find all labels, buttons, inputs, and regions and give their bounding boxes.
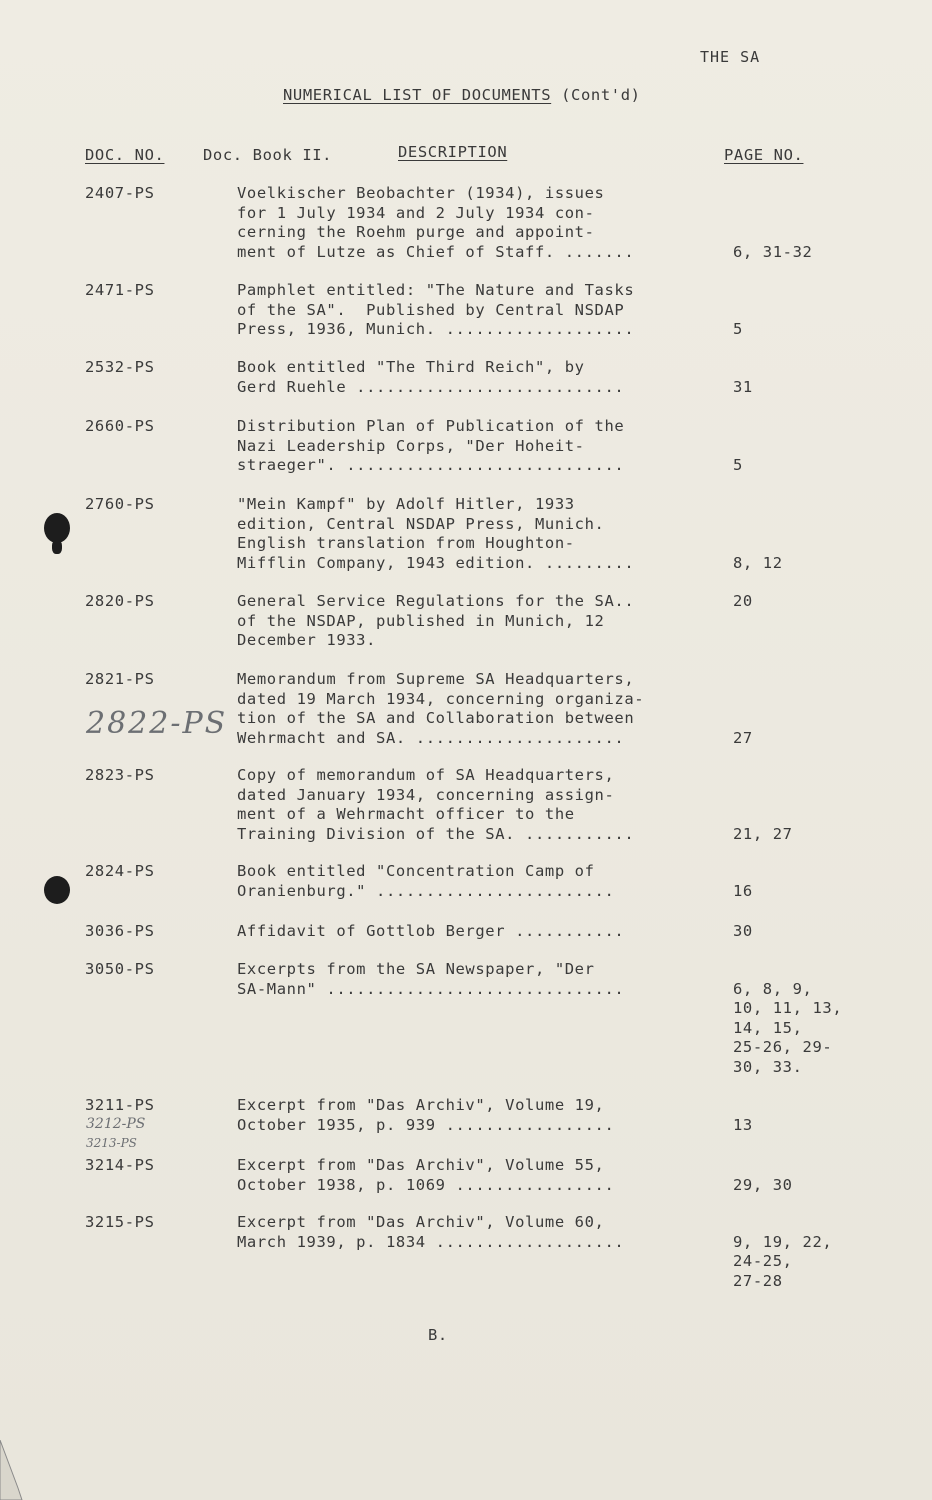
doc-description [237,670,707,748]
description-line: October 1938, p. 1069 ................ [237,1175,615,1194]
doc-number: 2823-PS [85,766,155,784]
doc-description [237,922,707,942]
doc-description [237,1213,707,1252]
page-number-line: 9, 19, 22, [733,1232,833,1251]
page-numbers [733,1156,873,1195]
description-line: December 1933. [237,631,377,649]
description-line: Memorandum from Supreme SA Headquarters, [237,670,635,688]
description-line: Mifflin Company, 1943 edition. ......... [237,553,635,572]
page-numbers [733,766,873,844]
doc-description [237,766,707,844]
page-number-line [733,709,873,729]
punch-hole-upper-tail [52,540,62,554]
page-number-line [733,960,873,980]
description-line: Affidavit of Gottlob Berger ........... [237,922,625,940]
doc-description [237,184,707,262]
page-number-line: 20 [733,592,753,610]
page-number-line [733,1156,873,1176]
description-line: tion of the SA and Collaboration between [237,709,635,727]
description-line: "Mein Kampf" by Adolf Hitler, 1933 [237,495,575,513]
page-number-line [733,515,873,535]
description-line: March 1939, p. 1834 ................... [237,1232,625,1251]
page-number-line: 27 [733,728,753,747]
doc-description [237,281,707,340]
page-number-line: 24-25, [733,1252,793,1270]
page-number-line [733,805,873,825]
description-line: Excerpt from "Das Archiv", Volume 60, [237,1213,605,1231]
page-numbers [733,281,873,340]
page-number-line [733,670,873,690]
page-number-line [733,301,873,321]
description-line: Pamphlet entitled: "The Nature and Tasks [237,281,635,299]
handwritten-note-3212: 3212-PS [86,1116,146,1132]
description-line: Training Division of the SA. ........... [237,824,635,843]
page-number-line: 8, 12 [733,553,783,572]
handwritten-note-3213: 3213-PS [86,1136,137,1150]
page-numbers [733,1213,873,1291]
page-number-line [733,281,873,301]
description-line: October 1935, p. 939 ................. [237,1115,615,1134]
handwritten-note-2822: 2822-PS [86,706,228,741]
page-number-line [733,358,873,378]
page-numbers [733,184,873,262]
page-number-line: 5 [733,320,743,338]
description-line: Distribution Plan of Publication of the [237,417,625,435]
doc-description [237,862,707,901]
doc-number: 3211-PS [85,1096,155,1114]
doc-number: 2407-PS [85,184,155,202]
page-number-line [733,862,873,882]
page-numbers [733,922,873,942]
page-numbers [733,1096,873,1135]
description-line: Excerpt from "Das Archiv", Volume 55, [237,1156,605,1174]
description-line: straeger". ............................ [237,456,625,474]
doc-number: 2824-PS [85,862,155,880]
description-line: English translation from Houghton- [237,534,575,552]
punch-hole-upper [44,513,70,543]
page-numbers [733,495,873,573]
description-line: ment of Lutze as Chief of Staff. ....... [237,242,635,261]
page-number-line: 14, 15, [733,1018,803,1037]
description-line: Excerpt from "Das Archiv", Volume 19, [237,1096,605,1114]
page-numbers [733,358,873,397]
description-line: Gerd Ruehle ........................... [237,377,625,396]
page-number-line [733,223,873,243]
column-header-doc-no: DOC. NO. [85,146,165,164]
page-number-line: 6, 8, 9, [733,979,813,998]
punch-hole-lower [44,876,70,904]
section-tag: THE SA [700,48,761,66]
doc-number: 3050-PS [85,960,155,978]
doc-number: 2760-PS [85,495,155,513]
page-number-line [733,184,873,204]
page-number-line: 16 [733,881,753,900]
page-number-line: 6, 31-32 [733,242,813,261]
list-title-main: NUMERICAL LIST OF DOCUMENTS [283,86,552,104]
doc-number: 2820-PS [85,592,155,610]
description-line: Press, 1936, Munich. ................... [237,320,635,338]
page-number-line [733,1096,873,1116]
page-number-line: 27-28 [733,1271,783,1290]
doc-description [237,417,707,476]
page-number-line [733,204,873,224]
doc-number: 2471-PS [85,281,155,299]
doc-number: 3036-PS [85,922,155,940]
page-number-line [733,495,873,515]
description-line: edition, Central NSDAP Press, Munich. [237,514,605,533]
doc-number: 3214-PS [85,1156,155,1174]
page-number-line: 21, 27 [733,824,793,843]
description-line: Nazi Leadership Corps, "Der Hoheit- [237,436,585,455]
doc-number: 2821-PS [85,670,155,688]
description-line: for 1 July 1934 and 2 July 1934 con- [237,203,595,222]
doc-number: 3215-PS [85,1213,155,1231]
description-line: General Service Regulations for the SA.. [237,592,635,610]
description-line: Book entitled "Concentration Camp of [237,862,595,880]
page-number-line [733,417,873,437]
doc-description [237,1096,707,1135]
doc-description [237,960,707,999]
page-number-line [733,786,873,806]
page-number-line: 30 [733,922,753,940]
description-line: dated January 1934, concerning assign- [237,785,615,804]
page-number-line: 31 [733,377,753,396]
doc-description [237,358,707,397]
torn-edge-mark [0,1440,40,1500]
page-numbers [733,960,873,1077]
page-number-line [733,690,873,710]
page-number-line [733,534,873,554]
page-number-line: 5 [733,456,743,474]
page-numbers [733,670,873,748]
description-line: Copy of memorandum of SA Headquarters, [237,766,615,784]
description-line: ment of a Wehrmacht officer to the [237,805,575,823]
page-letter: B. [428,1326,448,1344]
description-line: cerning the Roehm purge and appoint- [237,223,595,241]
description-line: Oranienburg." ........................ [237,881,615,900]
column-header-doc-book: Doc. Book II. [203,146,333,164]
page-number-line: 25-26, 29- [733,1038,833,1056]
page-numbers [733,592,873,612]
doc-number: 2660-PS [85,417,155,435]
doc-description [237,592,707,651]
page-numbers [733,417,873,476]
page-number-line: 13 [733,1115,753,1134]
page-number-line [733,1213,873,1233]
description-line: SA-Mann" .............................. [237,979,625,998]
page-number-line: 30, 33. [733,1057,803,1076]
list-title-suffix: (Cont'd) [551,86,641,104]
description-line: Voelkischer Beobachter (1934), issues [237,184,605,202]
description-line: Excerpts from the SA Newspaper, "Der [237,960,595,978]
description-line: dated 19 March 1934, concerning organiza- [237,689,645,708]
page-number-line: 10, 11, 13, [733,999,843,1017]
doc-number: 2532-PS [85,358,155,376]
doc-description [237,495,707,573]
column-header-page-no: PAGE NO. [724,146,804,164]
doc-description [237,1156,707,1195]
column-header-description: DESCRIPTION [398,143,508,161]
page-number-line [733,437,873,457]
page-number-line [733,766,873,786]
page-number-line: 29, 30 [733,1175,793,1194]
description-line: of the SA". Published by Central NSDAP [237,300,625,319]
description-line: Book entitled "The Third Reich", by [237,358,585,376]
page-numbers [733,862,873,901]
description-line: Wehrmacht and SA. ..................... [237,728,625,747]
list-title [283,86,641,104]
description-line: of the NSDAP, published in Munich, 12 [237,611,605,630]
